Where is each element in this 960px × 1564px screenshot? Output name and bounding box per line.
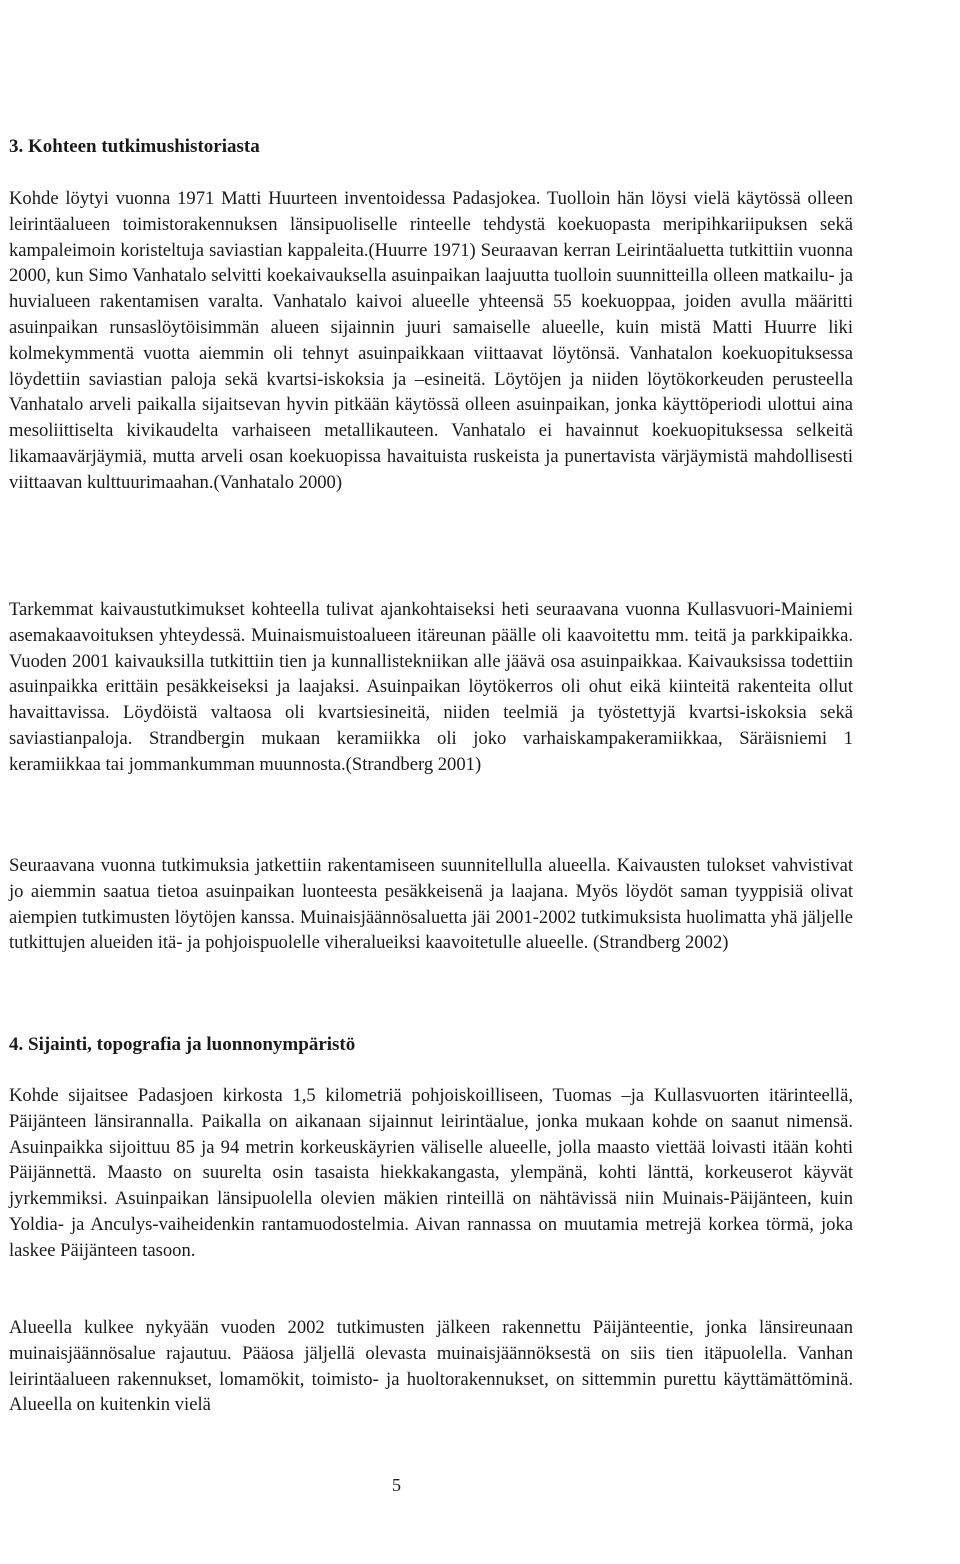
section-3-heading: 3. Kohteen tutkimushistoriasta [9,136,260,157]
section-3-paragraph-3: Seuraavana vuonna tutkimuksia jatkettiin rakentamiseen suunnitellulla alueella. Kaivausten tulokset vahvistivat jo aiemmin saatua tietoa asuinpaikan luonteesta pesäkkeisenä ja laajana. Myös löydöt saman tyyppisiä olivat aiempien tutkimusten löytöjen kanssa. Muinaisjäännösaluetta jäi 2001-2002 tutkimuksista huolimatta yhä jäljelle tutkittujen alueiden itä- ja pohjoispuolelle viheralueiksi kaavoitetulle alueelle. (Strandberg 2002) [9,855,853,954]
section-4-heading: 4. Sijainti, topografia ja luonnonympäristö [9,1034,356,1055]
section-3-paragraph-2: Tarkemmat kaivaustutkimukset kohteella tulivat ajankohtaiseksi heti seuraavana vuonna Kullasvuori-Mainiemi asemakaavoituksen yhteydessä. Muinaismuistoalueen itäreunan päälle oli kaavoitettu mm. teitä ja parkkipaikka. Vuoden 2001 kaivauksilla tutkittiin tien ja kunnallistekniikan alle jäävä osa asuinpaikkaa. Kaivauksissa todettiin asuinpaikka erittäin pesäkkeiseksi ja laajaksi. Asuinpaikan löytökerros oli ohut eikä kiinteitä rakenteita ollut havaittavissa. Löydöistä valtaosa oli kvartsiesineitä, niiden teelmiä ja työstettyjä kvartsi-iskoksia sekä saviastianpaloja. Strandbergin mukaan keramiikka oli joko varhaiskampakeramiikkaa, Säräisniemi 1 keramiikkaa tai jommankumman muunnosta.(Strandberg 2001) [9,599,853,775]
page-number: 5 [392,1475,401,1495]
section-4-paragraph-2: Alueella kulkee nykyään vuoden 2002 tutkimusten jälkeen rakennettu Päijänteentie, jonka länsireunaan muinaisjäännösalue rajautuu. Pääosa jäljellä olevasta muinaisjäännöksestä on siis tien itäpuolella. Vanhan leirintäalueen rakennukset, lomamökit, toimisto- ja huoltorakennukset, on sittemmin purettu käyttämättöminä. Alueella on kuitenkin vielä [9,1317,853,1416]
section-3-paragraph-1: Kohde löytyi vuonna 1971 Matti Huurteen inventoidessa Padasjokea. Tuolloin hän löysi vielä käytössä olleen leirintäalueen toimistorakennuksen länsipuoliselle rinteelle tehdystä koekuopasta meripihkariipuksen sekä kampaleimoin koristeltuja saviastian kappaleita.(Huurre 1971) Seuraavan kerran Leirintäaluetta tutkittiin vuonna 2000, kun Simo Vanhatalo selvitti koekaivauksella asuinpaikan laajuutta tuolloin suunnitteilla olleen matkailu- ja huvialueen rakentamisen varalta. Vanhatalo kaivoi alueelle yhteensä 55 koekuoppaa, joiden avulla määritti asuinpaikan runsaslöytöisimmän alueen sijainnin juuri samaiselle alueelle, kuin mistä Matti Huurre liki kolmekymmentä vuotta aiemmin oli tehnyt asuinpaikkaan viittaavat löytönsä. Vanhatalon koekuopituksessa löydettiin saviastian paloja sekä kvartsi-iskoksia ja –esineitä. Löytöjen ja niiden löytökorkeuden perusteella Vanhatalo arveli paikalla sijaitsevan hyvin pitkään käytössä olleen asuinpaikan, jonka käyttöperiodi ulottui aina mesoliittiselta kivikaudelta varhaiseen metallikauteen. Vanhatalo ei havainnut koekuopituksessa selkeitä likamaavärjäymiä, mutta arveli osan koekuopissa havaituista ruskeista ja punertavista värjäymistä mahdollisesti viittaavan kulttuurimaahan.(Vanhatalo 2000) [9,188,853,493]
section-4-paragraph-1: Kohde sijaitsee Padasjoen kirkosta 1,5 kilometriä pohjoiskoilliseen, Tuomas –ja Kullasvuorten itärinteellä, Päijänteen länsirannalla. Paikalla on aikanaan sijainnut leirintäalue, jonka mukaan kohde on saanut nimensä. Asuinpaikka sijoittuu 85 ja 94 metrin korkeuskäyrien väliselle alueelle, jolla maasto viettää loivasti itään kohti Päijännettä. Maasto on suurelta osin tasaista hiekkakangasta, ylempänä, kohti länttä, korkeuserot käyvät jyrkemmiksi. Asuinpaikan länsipuolella olevien mäkien rinteillä on nähtävissä niin Muinais-Päijänteen, kuin Yoldia- ja Anculys-vaiheidenkin rantamuodostelmia. Aivan rannassa on muutamia metrejä korkea törmä, joka laskee Päijänteen tasoon. [9,1085,853,1261]
